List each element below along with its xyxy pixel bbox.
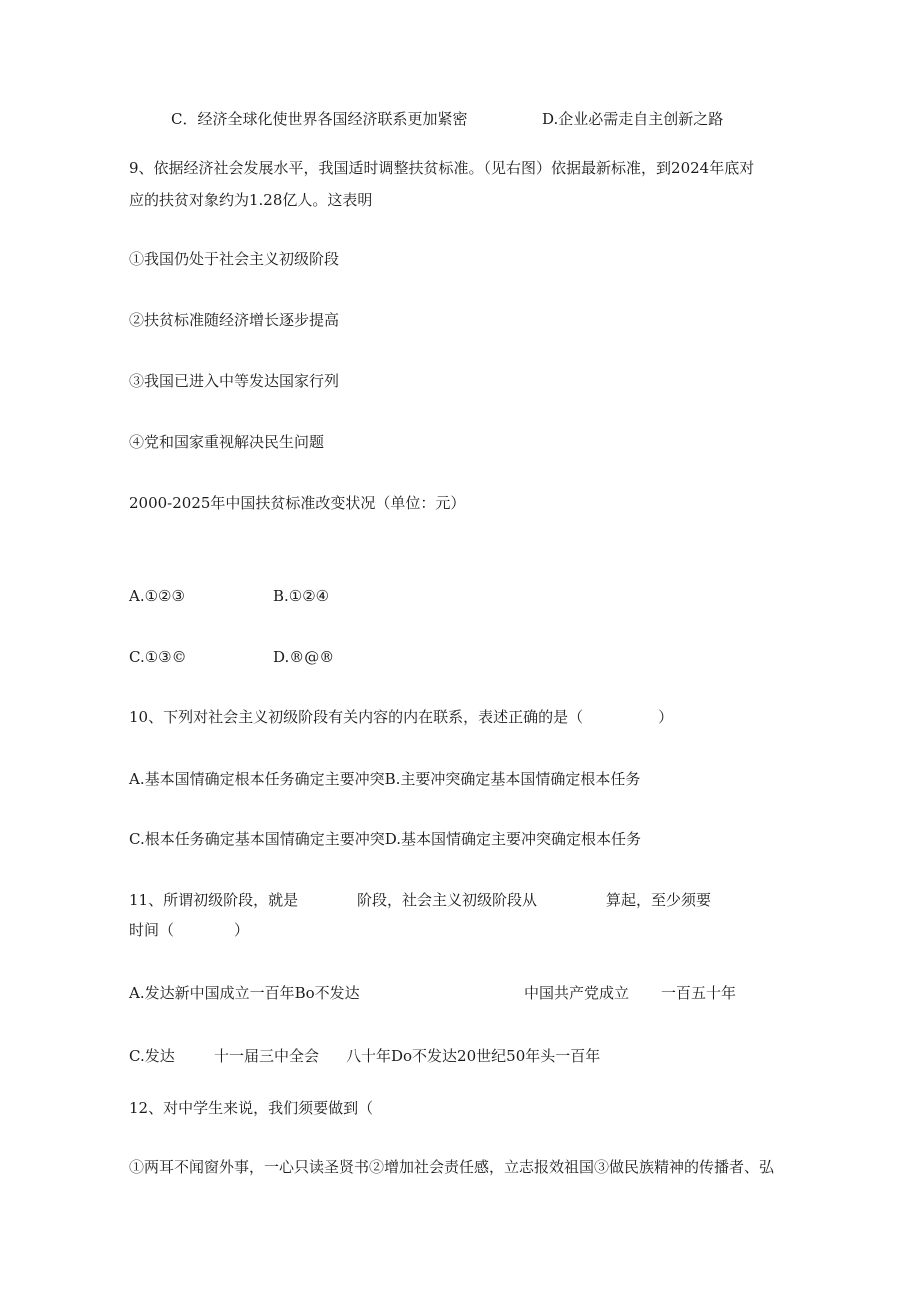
q9-statement-3: ③我国已进入中等发达国家行列 <box>129 372 340 390</box>
q9-option-b: B.①②④ <box>273 587 330 605</box>
q9-stem-line2: 应的扶贫对象约为1.28亿人。这表明 <box>129 191 373 209</box>
q8-option-c: C．经济全球化使世界各国经济联系更加紧密 <box>171 110 468 128</box>
q8-option-d: D.企业必需走自主创新之路 <box>542 110 724 128</box>
q11-option-a-b: A.发达新中国成立一百年Bo不发达 <box>129 984 360 1002</box>
q10-options-cd: C.根本任务确定基本国情确定主要冲突D.基本国情确定主要冲突确定根本任务 <box>129 830 641 848</box>
q11-option-b-event: 中国共产党成立 <box>524 984 630 1002</box>
q9-option-c: C.①③© <box>129 648 187 666</box>
q11-stem-part2: 阶段，社会主义初级阶段从 <box>357 891 538 909</box>
q11-option-c-event: 十一届三中全会 <box>214 1047 320 1065</box>
q11-stem-part3: 算起，至少须要 <box>606 891 712 909</box>
q12-stem: 12、对中学生来说，我们须要做到（ <box>129 1099 374 1117</box>
q12-statements-line: ①两耳不闻窗外事，一心只读圣贤书②增加社会责任感，立志报效祖国③做民族精神的传播者、弘 <box>129 1158 775 1176</box>
q11-option-c-time-d: 八十年Do不发达20世纪50年头一百年 <box>346 1047 601 1065</box>
q11-stem-part1: 11、所谓初级阶段，就是 <box>129 891 299 909</box>
q11-stem-line2: 时间（ ） <box>129 921 250 939</box>
q11-option-b-time: 一百五十年 <box>661 984 737 1002</box>
q9-statement-4: ④党和国家重视解决民生问题 <box>129 433 325 451</box>
q10-stem: 10、下列对社会主义初级阶段有关内容的内在联系，表述正确的是（ ） <box>129 708 674 726</box>
q9-stem-line1: 9、依据经济社会发展水平，我国适时调整扶贫标准。（见右图）依据最新标准，到2024年底对 <box>129 159 755 177</box>
q9-option-a: A.①②③ <box>129 587 185 605</box>
q9-statement-1: ①我国仍处于社会主义初级阶段 <box>129 250 340 268</box>
q9-chart-caption: 2000-2025年中国扶贫标准改变状况（单位：元） <box>129 494 466 512</box>
q9-option-d: D.®@® <box>273 648 335 666</box>
q11-option-c: C.发达 <box>129 1047 175 1065</box>
q10-options-ab: A.基本国情确定根本任务确定主要冲突B.主要冲突确定基本国情确定根本任务 <box>129 770 641 788</box>
q9-statement-2: ②扶贫标准随经济增长逐步提高 <box>129 311 340 329</box>
